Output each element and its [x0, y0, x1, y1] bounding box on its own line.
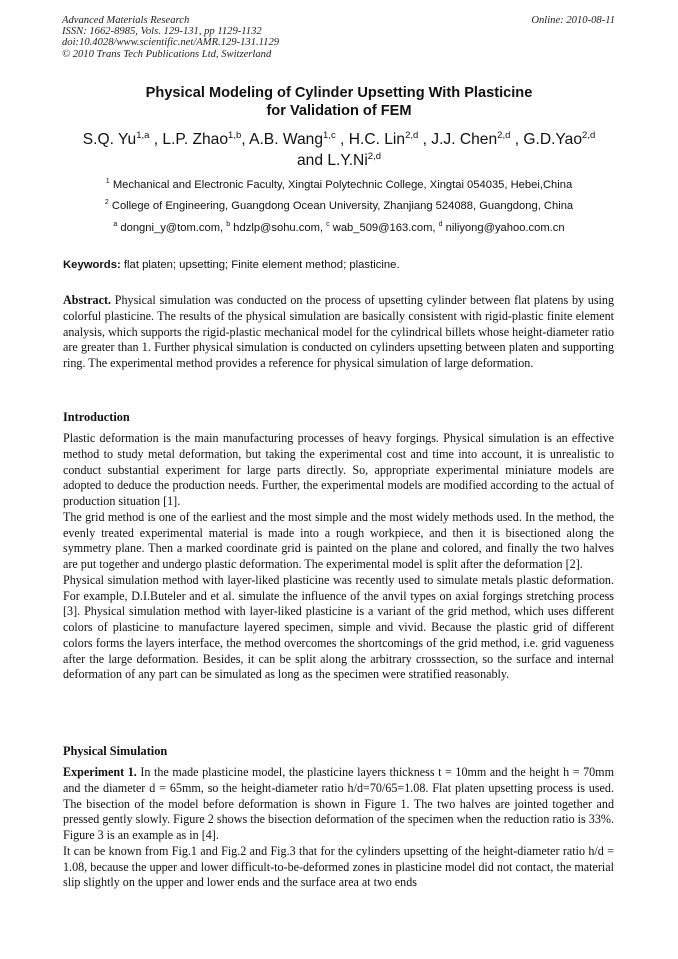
paper-title — [62, 84, 616, 120]
email-link[interactable]: hdzlp@sohu.com, — [233, 222, 327, 234]
email-mark: d — [438, 221, 443, 228]
title-line-1: Physical Modeling of Cylinder Upsetting With Plasticine — [145, 85, 533, 101]
author-line-2 — [40, 150, 638, 171]
introduction-body — [63, 431, 614, 683]
introduction-heading: Introduction — [63, 410, 130, 424]
author-name: J.J. Chen — [431, 131, 498, 148]
physical-simulation-body — [63, 765, 614, 891]
issn: ISSN: 1662-8985, Vols. 129-131, pp 1129-1132 — [62, 26, 262, 38]
paragraph: It can be known from Fig.1 and Fig.2 and Fig.3 that for the cylinders upsetting of the height-diameter ratio h/d = 1.08, because the upper and lower difficult-to-be-deformed zones in plasticine model did not contact, the material slip slightly on the upper and lower ends and the surface area at two ends — [63, 843, 614, 890]
author-name: G.D.Yao — [523, 131, 583, 148]
experiment-label: Experiment 1. — [63, 765, 137, 779]
keywords — [63, 258, 400, 272]
journal-name: Advanced Materials Research — [62, 15, 190, 26]
author-separator: , — [418, 131, 432, 148]
author-separator: , — [241, 131, 250, 148]
author-name: A.B. Wang — [249, 131, 324, 148]
affiliation-2 — [40, 199, 638, 213]
title-line-2: for Validation of FEM — [266, 103, 412, 119]
email-link[interactable]: dongni_y@tom.com, — [120, 222, 227, 234]
paragraph: Plastic deformation is the main manufacturing processes of heavy forgings. Physical simulation is an effective method to study metal deformation, but taking the experimental cost and time into account, it is unrealistic to conduct substantial experiment for large parts directly. So, appropriate experimental miniature models are adopted to deduce the production needs. Further, the experimental models are modified according to the actual of production situation [1]. — [63, 431, 614, 508]
author-affiliation-mark: 2,d — [367, 151, 382, 162]
author-affiliation-mark: 2,d — [497, 130, 511, 141]
author-separator: , — [149, 131, 163, 148]
author-name: L.P. Zhao — [162, 131, 229, 148]
abstract-text: Physical simulation was conducted on the process of upsetting cylinder between flat platens by using colorful plasticine. The results of the physical simulation are basically consistent with rigid-plastic finite element analysis, which supports the rigid-plastic mechanical model for the cylindrical billets whose height-diameter ratio are greater than 1. Further physical simulation is conducted on cylinders upsetting between platen and supporting ring. The experimental method provides a reference for physical simulation of large deformation. — [63, 293, 614, 370]
email-link[interactable]: wab_509@163.com, — [332, 222, 439, 234]
author-separator: , — [335, 131, 349, 148]
author-name: S.Q. Yu — [82, 131, 137, 148]
email-mark: c — [326, 221, 330, 228]
keywords-label: Keywords: — [63, 259, 121, 271]
experiment-text: In the made plasticine model, the plasticine layers thickness t = 10mm and the height h = 70mm and the diameter d = 65mm, so the height-diameter ratio h/d=70/65=1.08. Flat platen upsetting process is used. The bisection of the model before deformation is shown in Figure 1. The two halves are jointed together and pressed gently slowly. Figure 2 shows the bisection deformation of the specimen when the reduction ratio is 33%. Figure 3 is an example as in [4]. — [63, 765, 614, 842]
abstract-label: Abstract. — [63, 293, 112, 307]
author-affiliation-mark: 2,d — [405, 130, 419, 141]
author-affiliation-mark: 2,d — [582, 130, 596, 141]
affiliation-1 — [40, 178, 638, 192]
author-affiliation-mark: 1,a — [136, 130, 150, 141]
paragraph — [63, 765, 614, 844]
abstract — [63, 293, 614, 372]
author-list — [40, 129, 638, 171]
email-link[interactable]: niliyong@yahoo.com.cn — [445, 222, 565, 234]
author-name: H.C. Lin — [348, 131, 406, 148]
author-name: and L.Y.Ni — [296, 152, 368, 169]
author-affiliation-mark: 1,b — [228, 130, 242, 141]
paragraph: Physical simulation method with layer-liked plasticine was recently used to simulate metals plastic deformation. For example, D.I.Buteler and et al. simulate the influence of the anvil types on axial forgings stretching process [3]. Physical simulation method with layer-liked plasticine is a variant of the grid method, which uses different colors of plasticine to manufacture layered specimen, simple and vivid. Because the plastic grid of different colors forms the layers interface, the method overcomes the shortcomings of the grid method, i.e. grid vagueness after the large deformation. Besides, it can be split along the arbitrary crosssection, so the surface and internal deformation of any part can be simulated as long as the specimen were stratified reasonably. — [63, 572, 614, 682]
affiliation-mark: 2 — [104, 199, 109, 206]
physical-simulation-heading: Physical Simulation — [63, 744, 168, 758]
copyright: © 2010 Trans Tech Publications Ltd, Switzerland — [62, 48, 272, 60]
affiliation-text: College of Engineering, Guangdong Ocean University, Zhanjiang 524088, Guangdong, China — [111, 200, 574, 212]
affiliation-mark: 1 — [105, 178, 110, 185]
paragraph: The grid method is one of the earliest and the most simple and the most widely methods used. In the method, the evenly treated experimental material is made into a rough workpiece, and then it is bisectioned along the symmetry plane. Then a marked coordinate grid is painted on the plane and colored, and finally the two halves are put together and undergo plastic deformation. The experimental model is split after the deformation [2]. — [63, 509, 614, 571]
doi: doi:10.4028/www.scientific.net/AMR.129-131.1129 — [62, 37, 280, 49]
online-date: Online: 2010-08-11 — [531, 15, 615, 26]
affiliation-text: Mechanical and Electronic Faculty, Xingtai Polytechnic College, Xingtai 054035, Hebei,China — [112, 179, 573, 191]
journal-header — [62, 15, 279, 60]
author-line-1 — [40, 129, 638, 150]
author-emails — [40, 221, 638, 235]
author-separator: , — [510, 131, 524, 148]
keywords-text: flat platen; upsetting; Finite element method; plasticine. — [120, 259, 400, 271]
email-mark: b — [226, 221, 231, 228]
author-affiliation-mark: 1,c — [323, 130, 336, 141]
email-mark: a — [113, 221, 118, 228]
